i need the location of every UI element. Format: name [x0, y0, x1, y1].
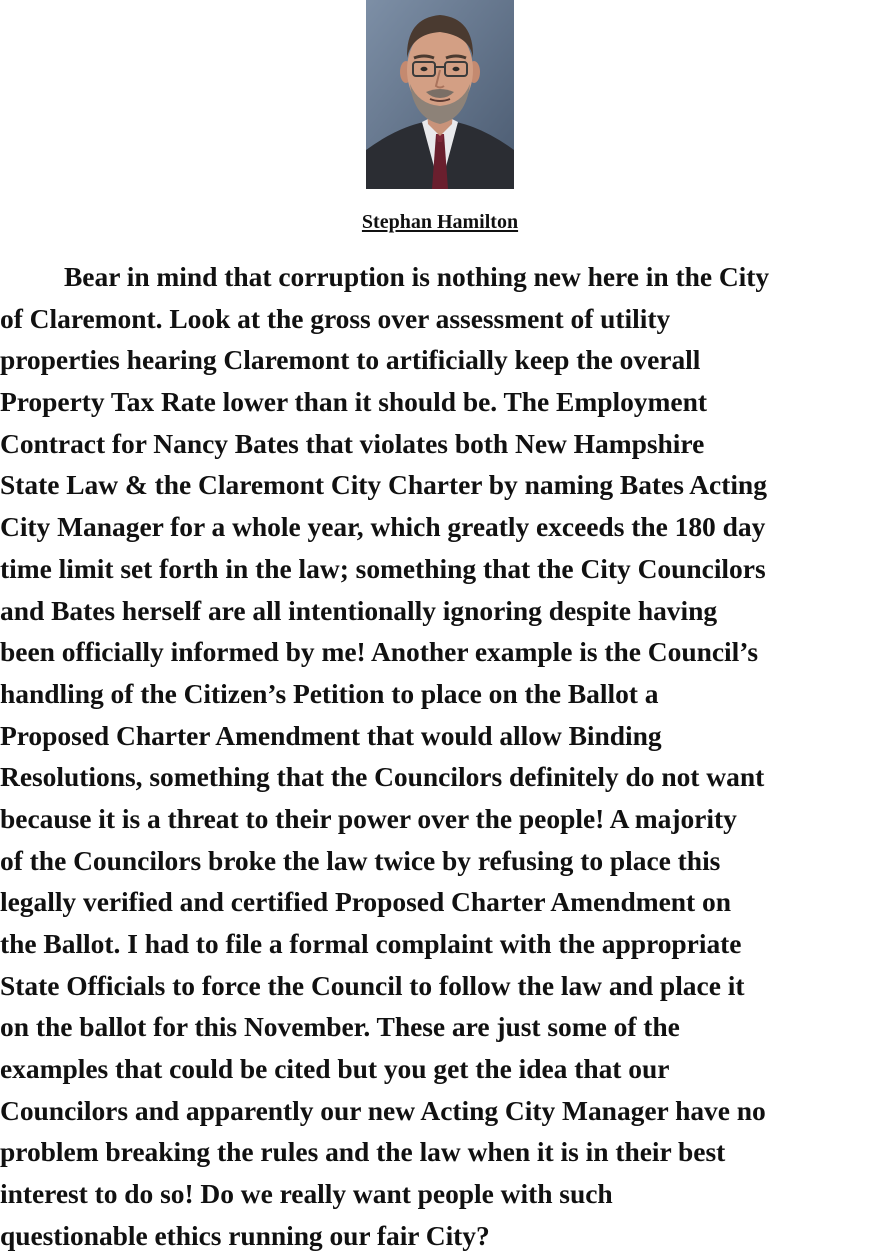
article-line: State Law & the Claremont City Charter by naming Bates Acting [0, 469, 767, 501]
article-line: legally verified and certified Proposed Charter Amendment on [0, 886, 731, 918]
article-line: Property Tax Rate lower than it should be. The Employment [0, 386, 707, 418]
photo-caption [0, 211, 880, 234]
article-line: Contract for Nancy Bates that violates both New Hampshire [0, 427, 705, 459]
article-line: time limit set forth in the law; something that the City Councilors [0, 552, 766, 584]
article-line: Proposed Charter Amendment that would allow Binding [0, 719, 662, 751]
portrait-photo-icon [366, 0, 514, 189]
article-line: Councilors and apparently our new Acting City Manager have no [0, 1094, 766, 1126]
article-line: properties hearing Claremont to artificially keep the overall [0, 344, 701, 376]
article-line: because it is a threat to their power over the people! A majority [0, 802, 737, 834]
article-line: and Bates herself are all intentionally ignoring despite having [0, 594, 718, 626]
article-body [0, 256, 880, 1257]
article-line: interest to do so! Do we really want people with such [0, 1178, 613, 1210]
portrait-photo [366, 0, 514, 189]
article-line: of the Councilors broke the law twice by refusing to place this [0, 844, 721, 876]
article-line: questionable ethics running our fair City? [0, 1219, 490, 1251]
article-line: Resolutions, something that the Councilors definitely do not want [0, 761, 765, 793]
article-line: examples that could be cited but you get the idea that our [0, 1053, 670, 1085]
article-line: Bear in mind that corruption is nothing new here in the City [64, 261, 770, 292]
article-line: on the ballot for this November. These are just some of the [0, 1011, 680, 1043]
article-line: the Ballot. I had to file a formal complaint with the appropriate [0, 928, 742, 959]
article-line: handling of the Citizen’s Petition to place on the Ballot a [0, 677, 659, 709]
article-line: City Manager for a whole year, which greatly exceeds the 180 day [0, 511, 766, 543]
article-line: State Officials to force the Council to follow the law and place it [0, 969, 745, 1001]
author-name: Stephan Hamilton [361, 211, 519, 233]
article-line: problem breaking the rules and the law when it is in their best [0, 1136, 726, 1168]
article-line: been officially informed by me! Another example is the Council’s [0, 636, 759, 668]
article-line: of Claremont. Look at the gross over assessment of utility [0, 302, 671, 334]
